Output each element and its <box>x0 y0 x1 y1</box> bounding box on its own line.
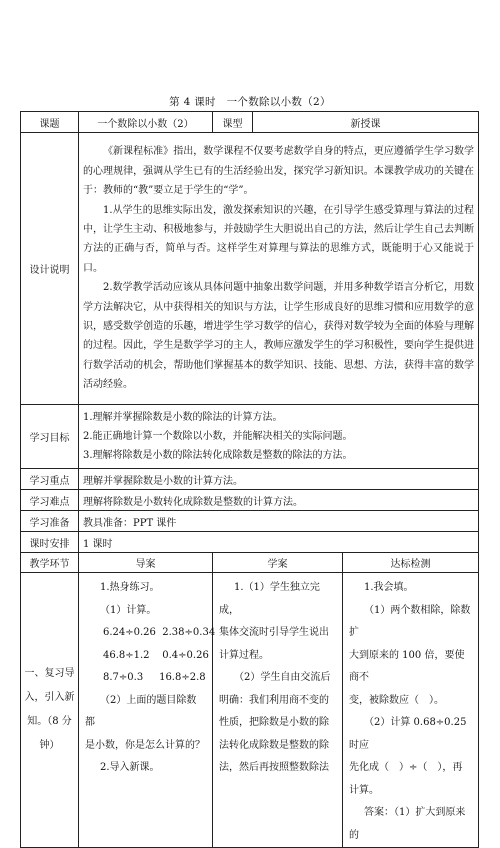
guide-line: 是小数，你是怎么计算的？ <box>85 739 205 751</box>
guide-line: （1）计算。 <box>100 604 157 616</box>
guide-line: （2）上面的题目除数都 <box>85 694 197 728</box>
design-row <box>21 133 479 405</box>
study-line: 计算过程。 <box>219 649 269 661</box>
schedule-row <box>21 532 479 553</box>
topic-row <box>21 112 479 133</box>
key-point-row <box>21 469 479 490</box>
check-line: 答案：（1）扩大到原来的 <box>349 807 466 841</box>
page-title: 第 4 课时 一个数除以小数（2） <box>169 96 331 108</box>
check-line: （2）计算 0.68÷0.25 时应 <box>349 717 467 751</box>
topic-label: 课题 <box>21 112 79 133</box>
difficulty-label: 学习难点 <box>21 490 79 511</box>
key-point-value: 理解并掌握除数是小数的计算方法。 <box>79 469 479 490</box>
design-content <box>79 133 479 405</box>
study-line: 集体交流时引导学生说出 <box>219 627 329 638</box>
study-line: 法，然后再按照整数除法 <box>219 762 329 773</box>
preparation-label: 学习准备 <box>21 511 79 532</box>
objective-item: 1.理解并掌握除数是小数的除法的计算方法。 <box>83 411 283 423</box>
check-column-header: 达标检测 <box>343 553 479 573</box>
lesson-plan-table <box>20 111 479 848</box>
guide-column-header: 导案 <box>79 553 213 573</box>
schedule-value: 1 课时 <box>79 532 479 553</box>
check-line: （1）两个数相除，除数扩 <box>349 604 471 638</box>
stage-line: 入，引入新 <box>24 692 75 703</box>
study-column-header: 学案 <box>213 553 343 573</box>
type-label: 课型 <box>213 112 253 133</box>
objective-item: 2.能正确地计算一个数除以小数，并能解决相关的实际问题。 <box>83 430 353 442</box>
column-header-row <box>21 553 479 573</box>
study-line: （2）学生自由交流后 <box>234 672 331 683</box>
design-paragraph: 2.数学教学活动应该从具体问题中抽象出数学问题，并用多种数学语言分析它，用数学方法解决它，从中获得相关的知识与方法，让学生形成良好的思维习惯和应用数学的意识，感受数学创造的乐趣，增进学生学习数学的信心，获得对数学较为全面的体验与理解的过程。因此，学生是数学学习的主人，教师应激发学生的学习积极性，要向学生提供进行数学活动的机会，帮助他们掌握基本的数学知识、技能、思想、方法，获得丰富的数学活动经验。 <box>83 282 474 391</box>
stage-line: 一、复习导 <box>24 668 75 679</box>
section-review-stage <box>21 573 79 848</box>
objectives-content <box>79 405 479 469</box>
section-review-row <box>21 573 479 848</box>
check-line: 计算。 <box>349 784 379 796</box>
objective-item: 3.理解将除数是小数的除法转化成除数是整数的除法的方法。 <box>83 450 353 462</box>
study-line: 明确：我们利用商不变的 <box>219 694 329 706</box>
stage-column-header: 教学环节 <box>21 553 79 573</box>
design-paragraph: 1.从学生的思维实际出发，激发探索知识的兴趣，在引导学生感受算理与算法的过程中，让学生主动、积极地参与，并鼓励学生大胆说出自己的方法，然后让学生自己去判断方法的正确与否，简单与否。这样学生对算理与算法的思维方式，既能明于心又能说于口。 <box>83 204 474 274</box>
check-line: 大到原来的 100 倍，要使商不 <box>349 649 465 683</box>
guide-calc-line: 8.7÷0.3 16.8÷2.8 <box>103 672 206 683</box>
guide-line: 2.导入新课。 <box>100 762 160 773</box>
stage-line: 知。（8 分钟） <box>27 716 72 751</box>
design-label: 设计说明 <box>21 133 79 405</box>
guide-calc-line: 6.24÷0.26 2.38÷0.34 <box>103 627 216 638</box>
topic-value: 一个数除以小数（2） <box>79 112 213 133</box>
study-line: 性质，把除数是小数的除 <box>219 717 329 728</box>
guide-calc-line: 46.8÷1.2 0.4÷0.26 <box>103 649 209 661</box>
key-point-label: 学习重点 <box>21 469 79 490</box>
check-line: 先化成（ ）÷（ ），再 <box>349 762 463 773</box>
check-line: 1.我会填。 <box>364 582 414 593</box>
design-paragraph: 《新课程标准》指出，数学课程不仅要考虑数学自身的特点，更应遵循学生学习数学的心理规律，强调从学生已有的生活经验出发，探究学习新知识。本课教学成功的关键在于：教师的“教”要立足于学生的“学”。 <box>83 146 474 197</box>
study-line: 1.（1）学生独立完成， <box>219 582 320 616</box>
section-review-check <box>343 573 479 848</box>
objectives-row <box>21 405 479 469</box>
study-line: 法转化成除数是整数的除 <box>219 739 329 751</box>
preparation-value: 教具准备：PPT 课件 <box>79 511 479 532</box>
section-review-guide <box>79 573 216 848</box>
section-review-study <box>213 573 343 848</box>
difficulty-row <box>21 490 479 511</box>
preparation-row <box>21 511 479 532</box>
difficulty-value: 理解将除数是小数转化成除数是整数的计算方法。 <box>79 490 479 511</box>
schedule-label: 课时安排 <box>21 532 79 553</box>
guide-line: 1.热身练习。 <box>100 582 160 593</box>
type-value: 新授课 <box>253 112 479 133</box>
check-line: 变，被除数应（ ）。 <box>349 694 444 706</box>
objectives-label: 学习目标 <box>21 405 79 469</box>
